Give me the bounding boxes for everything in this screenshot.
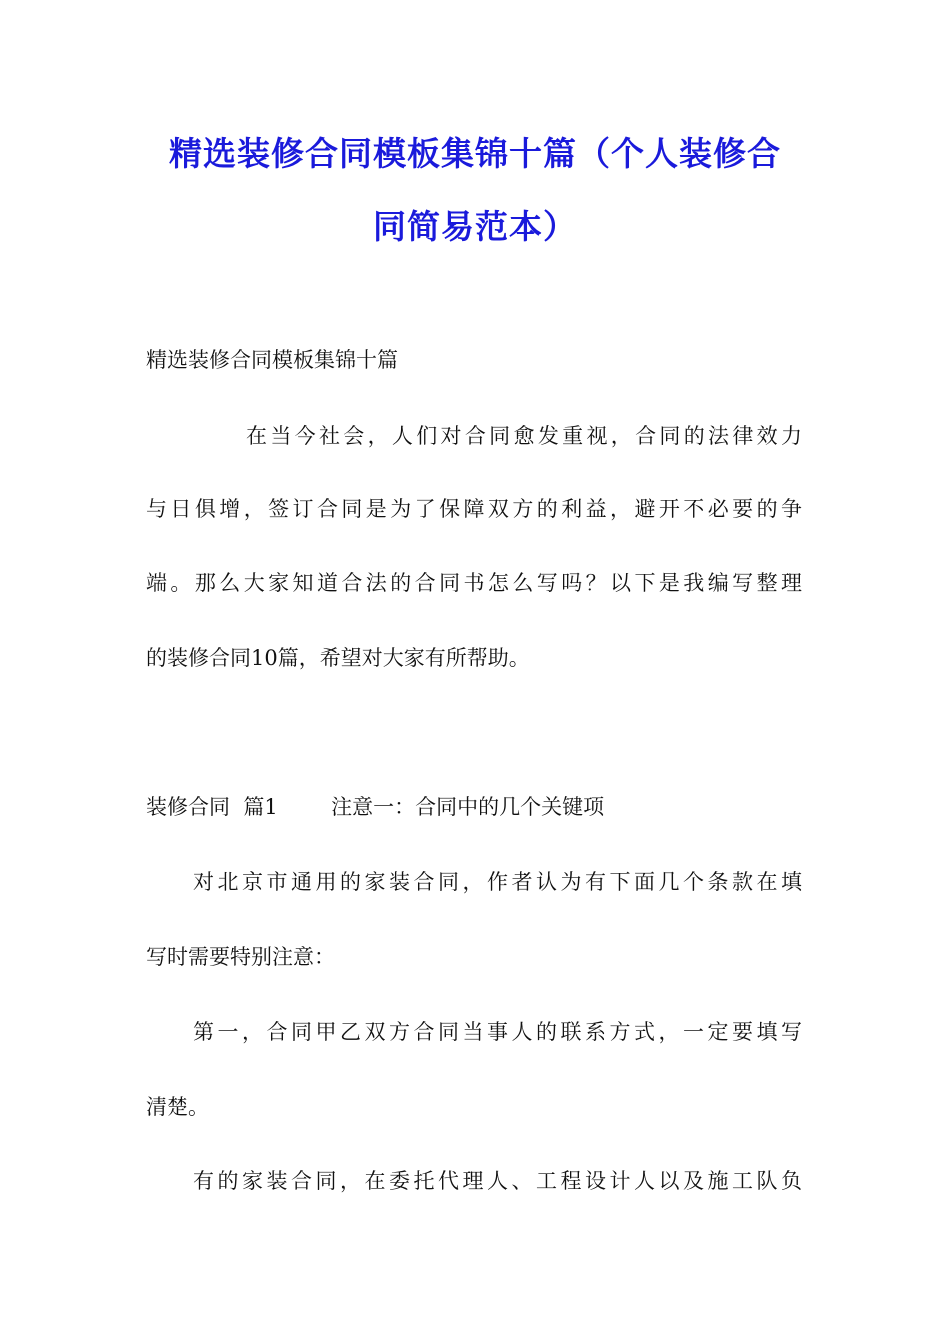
document-subtitle: 精选装修合同模板集锦十篇	[146, 348, 398, 372]
section-heading: 装修合同 篇1 注意一：合同中的几个关键项	[146, 795, 605, 819]
body-line-1: 对北京市通用的家装合同，作者认为有下面几个条款在填	[193, 870, 802, 894]
intro-line-2: 与日俱增，签订合同是为了保障双方的利益，避开不必要的争	[146, 497, 802, 521]
body-line-2: 写时需要特别注意：	[146, 945, 335, 969]
intro-line-1: 在当今社会，人们对合同愈发重视，合同的法律效力	[246, 424, 802, 448]
body-line-3: 第一，合同甲乙双方合同当事人的联系方式，一定要填写	[193, 1020, 802, 1044]
document-title-line-1: 精选装修合同模板集锦十篇（个人装修合	[169, 134, 781, 173]
intro-line-3: 端。那么大家知道合法的合同书怎么写吗？以下是我编写整理	[146, 571, 802, 595]
body-line-5: 有的家装合同，在委托代理人、工程设计人以及施工队负	[193, 1169, 802, 1193]
document-title-line-2: 同简易范本）	[373, 207, 577, 246]
body-line-4: 清楚。	[146, 1095, 209, 1119]
intro-line-4: 的装修合同10篇，希望对大家有所帮助。	[146, 646, 530, 670]
